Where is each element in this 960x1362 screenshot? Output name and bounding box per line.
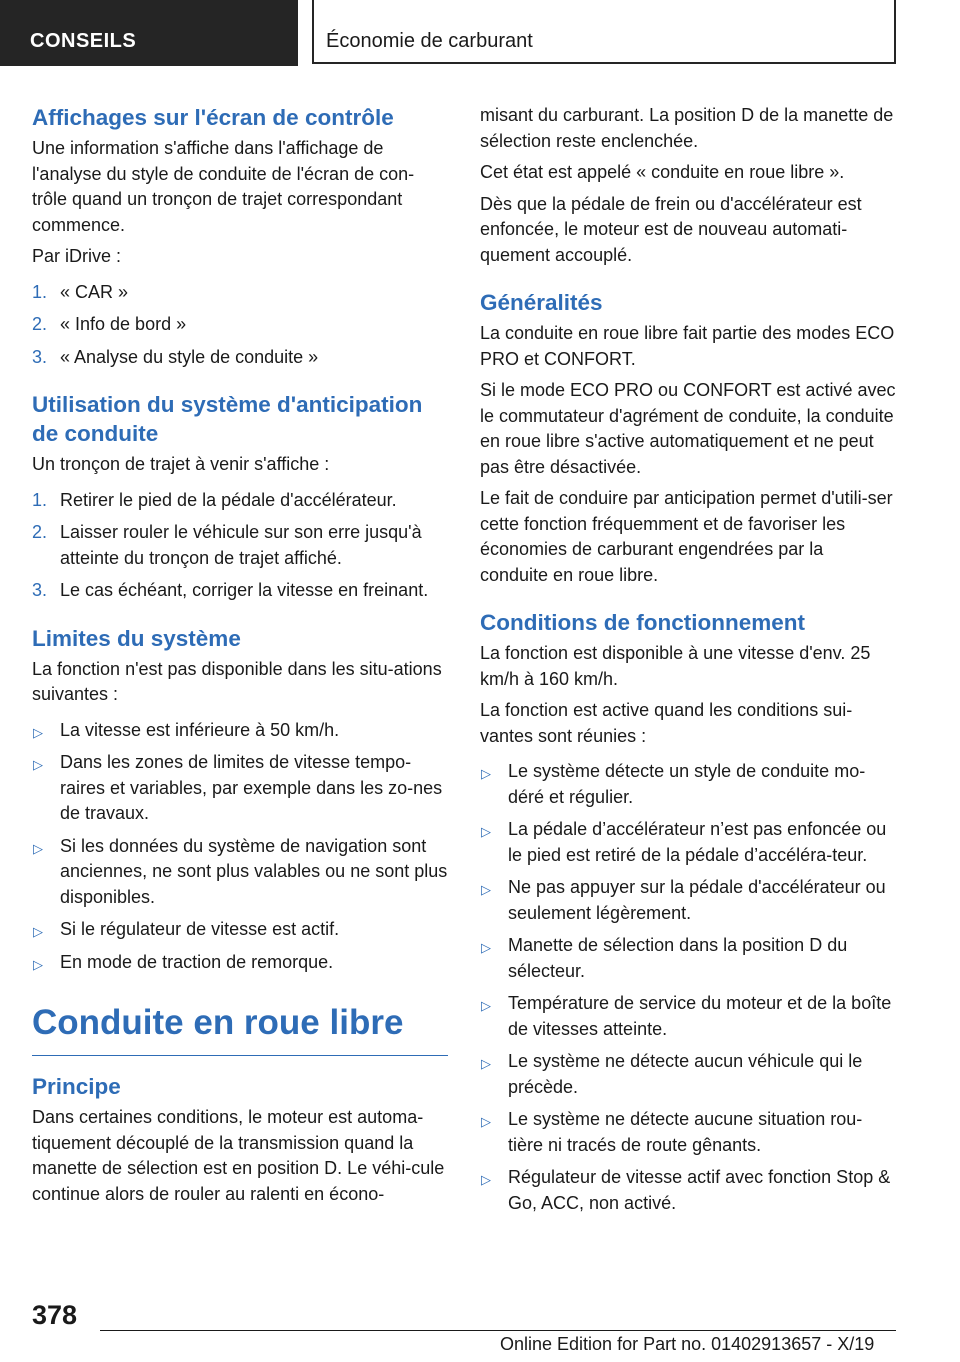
step-number: 1. [32, 281, 48, 302]
section-tab: CONSEILS [0, 0, 298, 66]
step-number: 3. [32, 580, 48, 600]
step-number: 2. [32, 314, 48, 334]
heading-affichages: Affichages sur l'écran de contrôle [32, 105, 394, 130]
step-text: Laisser rouler le véhicule sur son erre jusqu'à atteinte du tronçon de trajet affiché. [60, 522, 422, 568]
bullet-text: Le système ne détecte aucune situation rou-tière ni tracés de route gênants. [508, 1109, 863, 1155]
conditions-bullets [480, 759, 896, 1216]
list-item [32, 750, 448, 827]
list-item [480, 817, 896, 868]
step-number: 2. [32, 522, 48, 542]
bullet-text: Ne pas appuyer sur la pédale d'accélérateur ou seulement légèrement. [508, 877, 886, 923]
bullet-text: Si les données du système de navigation sont anciennes, ne sont plus valables ou ne sont plus disponibles. [60, 835, 448, 907]
paragraph-continuation: misant du carburant. La position D de la manette de sélection reste enclenchée. [480, 105, 894, 151]
paragraph-des: Dès que la pédale de frein ou d'accélérateur est enfoncée, le moteur est de nouveau automati-quement accouplé. [480, 193, 862, 265]
list-item [480, 1049, 896, 1100]
list-item [32, 578, 448, 604]
bullet-text: Régulateur de vitesse actif avec fonction Stop & Go, ACC, non activé. [508, 1167, 891, 1213]
list-item [480, 991, 896, 1042]
list-item [32, 345, 448, 371]
paragraph-generalites-3: Le fait de conduire par anticipation permet d'utili-ser cette fonction fréquemment et de favoriser les économies de carburant engendrées par la conduite en roue libre. [480, 488, 893, 585]
list-item [32, 488, 448, 514]
heading-utilisation: Utilisation du système d'anticipation de conduite [32, 392, 423, 446]
list-item [32, 312, 448, 338]
paragraph-principe: Dans certaines conditions, le moteur est automa-tiquement découplé de la transmission quand la manette de sélection est en position D. Le véhi-cule continue alors de rouler au ralenti en écono- [32, 1107, 445, 1204]
footer-edition: Online Edition for Part no. 01402913657 - X/19 [500, 1334, 875, 1354]
list-item [32, 280, 448, 306]
bullet-text: Le système ne détecte aucun véhicule qui le précède. [508, 1051, 863, 1097]
step-text: « Info de bord » [60, 314, 187, 334]
step-number: 3. [32, 346, 48, 367]
limites-bullets [32, 718, 448, 976]
triangle-right-icon: ▷ [481, 882, 491, 897]
paragraph-conditions-2: La fonction est active quand les conditions sui-vantes sont réunies : [480, 700, 853, 746]
triangle-right-icon: ▷ [481, 1172, 491, 1187]
list-item [480, 933, 896, 984]
triangle-right-icon: ▷ [481, 824, 491, 839]
list-item [32, 520, 448, 571]
paragraph-conditions-1: La fonction est disponible à une vitesse d'env. 25 km/h à 160 km/h. [480, 643, 871, 689]
idrive-steps [32, 280, 448, 371]
list-item [480, 759, 896, 810]
paragraph-generalites-1: La conduite en roue libre fait partie des modes ECO PRO et CONFORT. [480, 323, 895, 369]
triangle-right-icon: ▷ [33, 956, 43, 972]
utilisation-steps [32, 488, 448, 604]
topic-title: Économie de carburant [312, 0, 896, 64]
step-number: 1. [32, 489, 48, 510]
triangle-right-icon: ▷ [33, 924, 43, 939]
list-item [32, 834, 448, 911]
bullet-text: La pédale d’accélérateur n’est pas enfoncée ou le pied est retiré de la pédale d’accéléra-teur. [508, 819, 887, 865]
paragraph-utilisation: Un tronçon de trajet à venir s'affiche : [32, 454, 330, 474]
heading-limites: Limites du système [32, 625, 241, 651]
paragraph-generalites-2: Si le mode ECO PRO ou CONFORT est activé avec le commutateur d'agrément de conduite, la conduite en roue libre s'active automatiquement et ne peut pas être désactivée. [480, 380, 896, 477]
chapter-heading-conduite: Conduite en roue libre [32, 1001, 448, 1056]
paragraph-affichages: Une information s'affiche dans l'affichage de l'analyse du style de conduite de l'écran de con-trôle quand un tronçon de trajet correspondant commence. [32, 138, 415, 235]
step-text: Le cas échéant, corriger la vitesse en freinant. [60, 580, 429, 600]
triangle-right-icon: ▷ [481, 1056, 491, 1071]
page-number: 378 [32, 1300, 78, 1330]
bullet-text: Si le régulateur de vitesse est actif. [60, 919, 340, 939]
heading-principe: Principe [32, 1074, 121, 1099]
list-item [32, 718, 448, 744]
triangle-right-icon: ▷ [481, 940, 491, 955]
triangle-right-icon: ▷ [481, 998, 491, 1013]
step-text: « Analyse du style de conduite » [60, 346, 319, 367]
bullet-text: En mode de traction de remorque. [60, 951, 334, 972]
bullet-text: Température de service du moteur et de la boîte de vitesses atteinte. [508, 993, 892, 1039]
heading-generalites: Généralités [480, 290, 603, 315]
page-header [0, 0, 960, 66]
list-item [32, 950, 448, 976]
list-item [480, 875, 896, 926]
triangle-right-icon: ▷ [33, 757, 43, 772]
triangle-right-icon: ▷ [33, 840, 43, 856]
footer-divider [100, 1330, 896, 1331]
paragraph-idrive: Par iDrive : [32, 246, 122, 266]
right-column [480, 103, 896, 1230]
triangle-right-icon: ▷ [481, 766, 491, 781]
list-item [480, 1165, 896, 1216]
bullet-text: Manette de sélection dans la position D du sélecteur. [508, 935, 848, 981]
bullet-text: Dans les zones de limites de vitesse tempo-raires et variables, par exemple dans les zo-nes de travaux. [60, 752, 443, 823]
list-item [480, 1107, 896, 1158]
left-column [32, 103, 448, 1213]
step-text: « CAR » [60, 281, 129, 302]
paragraph-etat: Cet état est appelé « conduite en roue libre ». [480, 162, 845, 182]
list-item [32, 917, 448, 943]
paragraph-limites: La fonction n'est pas disponible dans les situ-ations suivantes : [32, 658, 442, 704]
triangle-right-icon: ▷ [33, 724, 43, 740]
bullet-text: Le système détecte un style de conduite mo-déré et régulier. [508, 761, 866, 807]
bullet-text: La vitesse est inférieure à 50 km/h. [60, 719, 340, 740]
step-text: Retirer le pied de la pédale d'accélérateur. [60, 489, 397, 510]
triangle-right-icon: ▷ [481, 1114, 491, 1129]
heading-conditions: Conditions de fonctionnement [480, 610, 805, 635]
